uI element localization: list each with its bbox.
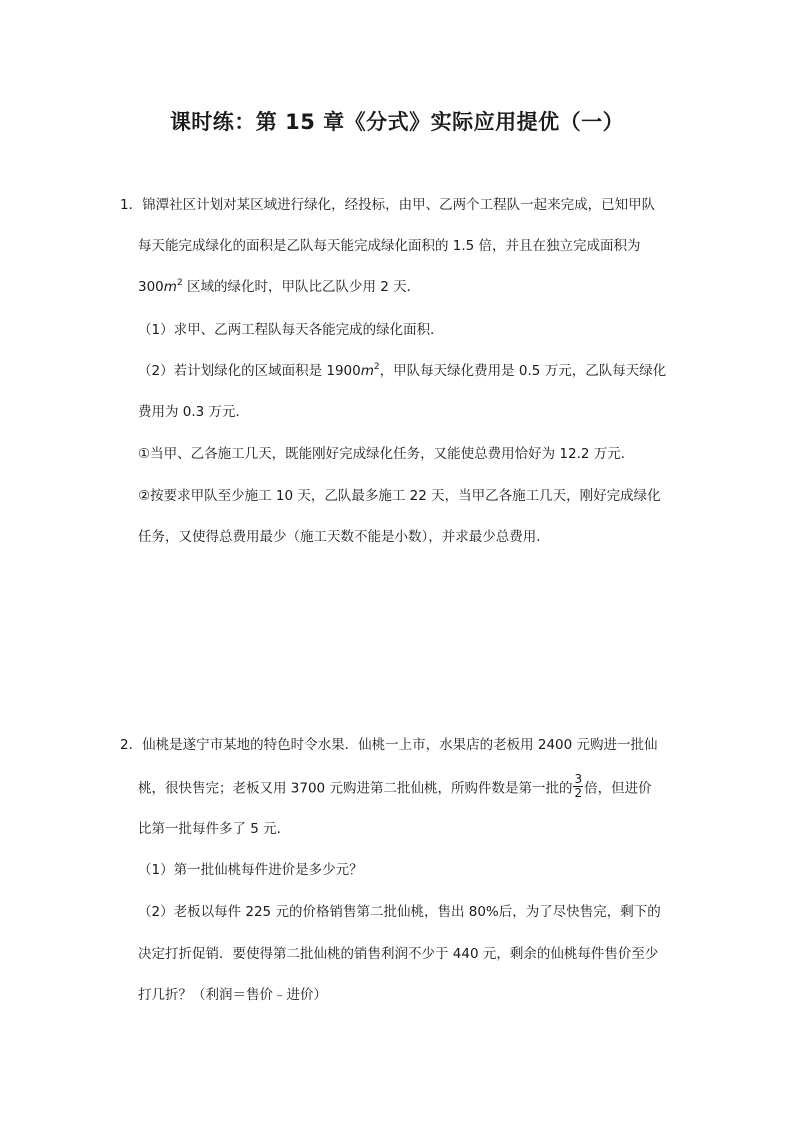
unit-exponent: 2: [176, 278, 183, 288]
problem-1-q2-text-b: ，甲队每天绿化费用是 0.5 万元，乙队每天绿化: [379, 363, 667, 379]
problem-2-line-3: 比第一批每件多了 5 元．: [138, 821, 291, 837]
unit-exponent: 2: [373, 362, 380, 372]
problem-2-line-1: 2．仙桃是遂宁市某地的特色时令水果．仙桃一上市，水果店的老板用 2400 元购进一批仙: [120, 737, 658, 753]
problem-1-question-1: （1）求甲、乙两工程队每天各能完成的绿化面积．: [138, 322, 444, 338]
page-title: 课时练：第 15 章《分式》实际应用提优（一）: [169, 110, 625, 134]
problem-2-line-2-text-b: 倍，但进价: [584, 780, 652, 797]
fraction-numerator: 3: [574, 772, 583, 786]
problem-1-line-1: 1．锦潭社区计划对某区域进行绿化，经投标，由甲、乙两个工程队一起来完成，已知甲队: [120, 197, 656, 213]
problem-1-line-3: [138, 275, 420, 295]
problem-1-line-2: 每天能完成绿化的面积是乙队每天能完成绿化面积的 1.5 倍，并且在独立完成面积为: [138, 238, 641, 254]
problem-2-question-2-end: 打几折？（利润＝售价﹣进价）: [138, 987, 327, 1003]
fraction-denominator: 2: [574, 786, 583, 800]
problem-2-line-2: [138, 772, 652, 802]
problem-1-subquestion-2-cont: 任务，又使得总费用最少（施工天数不能是小数），并求最少总费用．: [138, 529, 550, 545]
problem-1-question-2: [138, 359, 666, 379]
problem-1-subquestion-1: ①当甲、乙各施工几天，既能刚好完成绿化任务，又能使总费用恰好为 12.2 万元．: [138, 446, 635, 462]
area-value: 300: [138, 279, 164, 295]
problem-2-question-1: （1）第一批仙桃每件进价是多少元？: [138, 862, 363, 878]
problem-1-q2-text-a: （2）若计划绿化的区域面积是 1900: [138, 363, 361, 379]
problem-1-question-2-cont: 费用为 0.3 万元．: [138, 404, 250, 420]
unit-m: m: [360, 363, 374, 379]
problem-1-line-3-text: 区域的绿化时，甲队比乙队少用 2 天．: [182, 279, 421, 295]
problem-2-question-2: （2）老板以每件 225 元的价格销售第二批仙桃，售出 80%后，为了尽快售完，剩下的: [138, 904, 661, 920]
fraction-three-halves: [573, 773, 583, 800]
problem-2-question-2-cont: 决定打折促销．要使得第二批仙桃的销售利润不少于 440 元，剩余的仙桃每件售价至少: [138, 946, 659, 962]
unit-m: m: [163, 279, 177, 295]
problem-1-subquestion-2: ②按要求甲队至少施工 10 天，乙队最多施工 22 天，当甲乙各施工几天，刚好完成绿化: [138, 488, 661, 504]
problem-2-line-2-text-a: 桃，很快售完；老板又用 3700 元购进第二批仙桃，所购件数是第一批的: [138, 780, 573, 797]
